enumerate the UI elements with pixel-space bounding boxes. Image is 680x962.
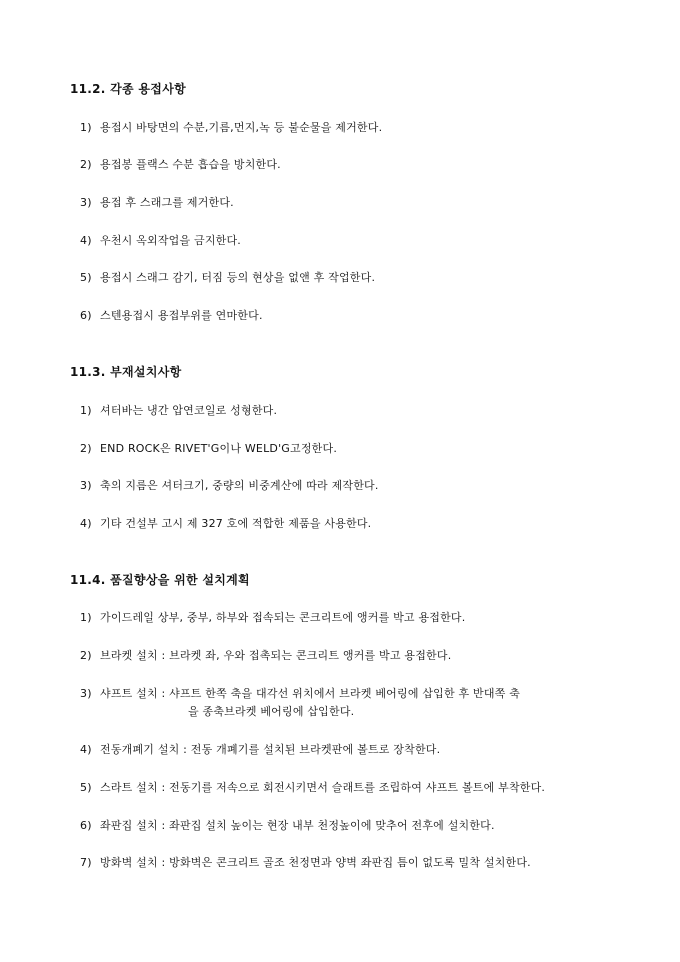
section-heading-11-3: 11.3. 부재설치사항 bbox=[70, 365, 182, 379]
item-number: 2) bbox=[80, 649, 92, 662]
item-text: 기타 건설부 고시 제 327 호에 적합한 제품을 사용한다. bbox=[100, 517, 372, 530]
section-heading-11-4: 11.4. 품질향상을 위한 설치계획 bbox=[70, 573, 250, 587]
item-number: 1) bbox=[80, 611, 92, 624]
section-heading-11-2: 11.2. 각종 용접사항 bbox=[70, 82, 186, 96]
item-text: 스라트 설치 : 전동기를 저속으로 회전시키면서 슬래트를 조립하여 샤프트 볼트에 부착한다. bbox=[100, 781, 546, 794]
list-item bbox=[80, 647, 451, 663]
item-number: 6) bbox=[80, 819, 92, 832]
item-number: 1) bbox=[80, 121, 92, 134]
item-text: 가이드레일 상부, 중부, 하부와 접속되는 콘크리트에 앵커를 박고 용접한다. bbox=[100, 611, 466, 624]
list-item bbox=[80, 741, 440, 757]
list-item bbox=[80, 440, 337, 456]
list-item bbox=[80, 609, 465, 625]
item-number: 2) bbox=[80, 158, 92, 171]
item-number: 4) bbox=[80, 234, 92, 247]
list-item bbox=[80, 307, 263, 323]
list-item bbox=[80, 779, 545, 795]
item-number: 6) bbox=[80, 309, 92, 322]
item-number: 1) bbox=[80, 404, 92, 417]
item-text: 방화벽 설치 : 방화벽은 콘크리트 골조 천정면과 양벽 좌판집 틈이 없도록 밀착 설치한다. bbox=[100, 856, 531, 869]
item-text: 용접시 바탕면의 수분,기름,먼지,녹 등 불순물을 제거한다. bbox=[100, 121, 383, 134]
item-number: 3) bbox=[80, 687, 92, 700]
list-item bbox=[80, 194, 234, 210]
list-item bbox=[80, 232, 241, 248]
list-item bbox=[80, 854, 531, 870]
item-text: 용접시 스래그 감기, 터짐 등의 현상을 없앤 후 작업한다. bbox=[100, 271, 376, 284]
item-number: 3) bbox=[80, 479, 92, 492]
item-text: 셔터바는 냉간 압연코일로 성형한다. bbox=[100, 404, 278, 417]
item-text: 우천시 옥외작업을 금지한다. bbox=[100, 234, 242, 247]
item-text: 스텐용접시 용접부위를 연마한다. bbox=[100, 309, 263, 322]
list-item bbox=[80, 156, 281, 172]
list-item bbox=[80, 119, 382, 135]
list-item bbox=[80, 269, 375, 285]
list-item bbox=[80, 477, 379, 493]
item-number: 4) bbox=[80, 517, 92, 530]
item-text: END ROCK은 RIVET'G이나 WELD'G고정한다. bbox=[100, 442, 338, 455]
list-item bbox=[80, 515, 371, 531]
list-item bbox=[80, 685, 520, 701]
list-item bbox=[80, 402, 277, 418]
item-text: 브라켓 설치 : 브라켓 좌, 우와 접촉되는 콘크리트 앵커를 박고 용접한다. bbox=[100, 649, 452, 662]
item-text: 좌판집 설치 : 좌판집 설치 높이는 현장 내부 천정높이에 맞추어 전후에 설치한다. bbox=[100, 819, 495, 832]
list-item bbox=[80, 817, 495, 833]
item-text: 샤프트 설치 : 샤프트 한쪽 축을 대각선 위치에서 브라켓 베어링에 삽입한 후 반대쪽 축 bbox=[100, 687, 521, 700]
item-number: 5) bbox=[80, 781, 92, 794]
item-number: 5) bbox=[80, 271, 92, 284]
item-text: 축의 지름은 셔터크기, 중량의 비중계산에 따라 제작한다. bbox=[100, 479, 379, 492]
item-number: 7) bbox=[80, 856, 92, 869]
item-number: 4) bbox=[80, 743, 92, 756]
item-text: 용접 후 스래그를 제거한다. bbox=[100, 196, 234, 209]
item-text: 전동개폐기 설치 : 전동 개폐기를 설치된 브라켓판에 볼트로 장착한다. bbox=[100, 743, 441, 756]
item-number: 3) bbox=[80, 196, 92, 209]
item-text: 용접봉 플랙스 수분 흡습을 방치한다. bbox=[100, 158, 281, 171]
item-number: 2) bbox=[80, 442, 92, 455]
list-item-continuation: 을 종축브라켓 베어링에 삽입한다. bbox=[188, 705, 355, 718]
